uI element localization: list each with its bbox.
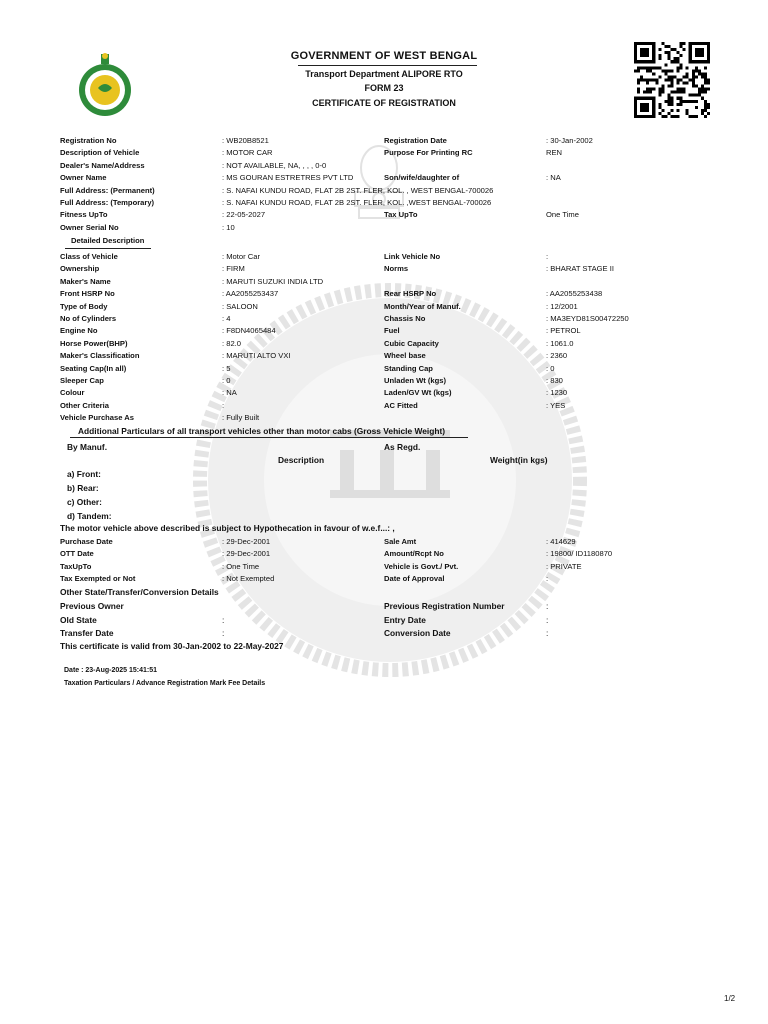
field-value: : xyxy=(222,628,225,638)
field-row xyxy=(0,561,768,573)
field-value: : 1061.0 xyxy=(546,338,574,348)
field-value: : SALOON xyxy=(222,301,258,311)
form-title: FORM 23 xyxy=(364,83,404,93)
field-value: : 10 xyxy=(222,222,235,232)
field-value: : NA xyxy=(546,173,561,183)
field-value: : 29-Dec-2001 xyxy=(222,549,271,559)
field-value: : MARUTI ALTO VXI xyxy=(222,351,291,361)
field-value: : 19800/ ID1180870 xyxy=(546,549,613,559)
by-manuf-label: By Manuf. xyxy=(67,442,108,452)
taxation-details-title: Taxation Particulars / Advance Registration Mark Fee Details xyxy=(64,680,266,687)
field-value: REN xyxy=(546,148,563,158)
field-label: Sleeper Cap xyxy=(60,376,104,385)
field-label: Fitness UpTo xyxy=(60,210,108,220)
department-title: Transport Department ALIPORE RTO xyxy=(305,69,463,79)
field-value: : xyxy=(222,614,225,625)
field-value: : 12/2001 xyxy=(546,301,578,311)
field-label: Tax Exempted or Not xyxy=(60,574,136,584)
field-label: Standing Cap xyxy=(384,363,433,373)
field-label: Son/wife/daughter of xyxy=(384,173,460,183)
additional-underline xyxy=(70,437,468,438)
field-row xyxy=(0,222,768,234)
field-row xyxy=(0,160,768,172)
detailed-description-title: Detailed Description xyxy=(71,236,145,245)
field-row xyxy=(0,400,768,412)
field-label: Transfer Date xyxy=(60,628,114,638)
field-value: One Time xyxy=(546,210,579,220)
field-row xyxy=(0,301,768,313)
field-value: : F8DN4065484 xyxy=(222,326,276,336)
field-label: Norms xyxy=(384,264,409,274)
section-underline xyxy=(65,248,151,249)
field-label: Colour xyxy=(60,388,85,398)
print-date: Date : 23-Aug-2025 15:41:51 xyxy=(64,667,157,674)
field-value: : One Time xyxy=(222,561,260,571)
field-row xyxy=(0,288,768,300)
field-label: Date of Approval xyxy=(384,574,445,584)
field-value: : YES xyxy=(546,400,566,410)
field-row xyxy=(0,172,768,184)
field-value: : MS GOURAN ESTRETRES PVT LTD xyxy=(222,173,354,183)
field-label: Other Criteria xyxy=(60,400,109,410)
field-value: : 4 xyxy=(222,314,231,323)
field-row xyxy=(0,197,768,209)
field-row xyxy=(0,627,768,639)
field-label: Cubic Capacity xyxy=(384,338,439,348)
government-title: GOVERNMENT OF WEST BENGAL xyxy=(290,50,478,62)
field-value: : 0 xyxy=(546,363,555,373)
field-label: Owner Name xyxy=(60,173,107,183)
field-label: Previous Owner xyxy=(60,601,124,611)
field-row xyxy=(0,350,768,362)
field-row xyxy=(0,147,768,159)
field-label: Horse Power(BHP) xyxy=(60,338,128,348)
field-label: Purpose For Printing RC xyxy=(384,148,473,158)
field-label: Laden/GV Wt (kgs) xyxy=(384,388,452,398)
field-label: Maker's Classification xyxy=(60,351,140,361)
axle-front: a) Front: xyxy=(67,469,101,479)
field-value: : NA xyxy=(222,388,237,398)
field-value: : 5 xyxy=(222,363,231,373)
field-row xyxy=(0,375,768,387)
field-row xyxy=(0,209,768,221)
field-row xyxy=(0,185,768,197)
field-label: No of Cylinders xyxy=(60,314,117,323)
field-label: AC Fitted xyxy=(384,400,418,410)
field-label: TaxUpTo xyxy=(60,561,92,571)
field-label: Seating Cap(In all) xyxy=(60,363,127,373)
field-row xyxy=(0,325,768,337)
description-header: Description xyxy=(278,455,325,465)
field-value: : 30-Jan-2002 xyxy=(546,136,593,145)
field-value: : PRIVATE xyxy=(546,561,582,571)
field-value: : xyxy=(546,574,549,584)
other-state-title: Other State/Transfer/Conversion Details xyxy=(60,587,219,597)
field-label: Registration Date xyxy=(384,136,447,145)
validity-text: This certificate is valid from 30-Jan-2002 to 22-May-2027 xyxy=(60,641,284,651)
field-value: : Fully Built xyxy=(222,413,260,423)
field-value: : xyxy=(546,252,549,261)
field-value: : Motor Car xyxy=(222,252,260,261)
field-value: : S. NAFAI KUNDU ROAD, FLAT 2B 2ST. FLER, KOL. ,WEST BENGAL-700026 xyxy=(222,198,492,207)
field-row xyxy=(0,338,768,350)
field-label: Front HSRP No xyxy=(60,289,115,299)
field-label: Owner Serial No xyxy=(60,222,119,232)
field-value: : BHARAT STAGE II xyxy=(546,264,614,274)
axle-other: c) Other: xyxy=(67,497,102,507)
field-label: OTT Date xyxy=(60,549,94,559)
field-row xyxy=(0,251,768,263)
field-value: : xyxy=(222,400,225,410)
as-regd-label: As Regd. xyxy=(384,442,421,452)
field-row xyxy=(0,263,768,275)
field-value: : 2360 xyxy=(546,351,568,361)
field-label: Tax UpTo xyxy=(384,210,418,220)
field-label: Vehicle Purchase As xyxy=(60,413,135,423)
field-value: : AA2055253438 xyxy=(546,289,603,299)
field-label: Amount/Rcpt No xyxy=(384,549,444,559)
field-label: Full Address: (Temporary) xyxy=(60,198,155,207)
weight-header: Weight(in kgs) xyxy=(490,455,548,465)
field-row xyxy=(0,536,768,548)
field-label: Rear HSRP No xyxy=(384,289,437,299)
field-row xyxy=(0,614,768,626)
field-label: Ownership xyxy=(60,264,100,274)
axle-rear: b) Rear: xyxy=(67,483,99,493)
field-label: Engine No xyxy=(60,326,98,336)
hypothecation-note: The motor vehicle above described is subject to Hypothecation in favour of w.e.f...: , xyxy=(60,523,395,533)
field-value: : 82.0 xyxy=(222,338,241,348)
field-label: Type of Body xyxy=(60,301,108,311)
field-label: Dealer's Name/Address xyxy=(60,160,145,170)
field-value: : PETROL xyxy=(546,326,581,336)
field-value: : MOTOR CAR xyxy=(222,148,273,158)
field-label: Vehicle is Govt./ Pvt. xyxy=(384,561,459,571)
field-label: Purchase Date xyxy=(60,537,113,546)
field-label: Fuel xyxy=(384,326,400,336)
page-number: 1/2 xyxy=(724,994,736,1003)
field-label: Maker's Name xyxy=(60,276,111,286)
field-label: Old State xyxy=(60,614,97,625)
field-value: : MARUTI SUZUKI INDIA LTD xyxy=(222,276,324,286)
certificate-title: CERTIFICATE OF REGISTRATION xyxy=(312,98,456,108)
field-row xyxy=(0,363,768,375)
field-value: : S. NAFAI KUNDU ROAD, FLAT 2B 2ST. FLER, KOL. , WEST BENGAL-700026 xyxy=(222,185,494,195)
field-value: : xyxy=(546,628,549,638)
field-label: Wheel base xyxy=(384,351,426,361)
field-value: : 830 xyxy=(546,376,563,385)
field-row xyxy=(0,573,768,585)
field-value: : WB20B8521 xyxy=(222,136,269,145)
field-value: : 22-05-2027 xyxy=(222,210,266,220)
field-value: : 0 xyxy=(222,376,231,385)
field-value: : FIRM xyxy=(222,264,245,274)
field-value: : MA3EYD81S00472250 xyxy=(546,314,629,323)
field-label: Unladen Wt (kgs) xyxy=(384,376,447,385)
field-value: : AA2055253437 xyxy=(222,289,279,299)
field-label: Class of Vehicle xyxy=(60,252,118,261)
field-label: Full Address: (Permanent) xyxy=(60,185,155,195)
field-value: : Not Exempted xyxy=(222,574,275,584)
field-label: Sale Amt xyxy=(384,537,417,546)
field-label: Link Vehicle No xyxy=(384,252,441,261)
field-row xyxy=(0,548,768,560)
field-label: Chassis No xyxy=(384,314,426,323)
field-row xyxy=(0,600,768,612)
field-row xyxy=(0,135,768,147)
field-value: : 29-Dec-2001 xyxy=(222,537,271,546)
field-row xyxy=(0,313,768,325)
field-label: Entry Date xyxy=(384,614,426,625)
additional-particulars-title: Additional Particulars of all transport vehicles other than motor cabs (Gross Vehicle Weight) xyxy=(78,426,446,436)
field-label: Conversion Date xyxy=(384,628,451,638)
field-row xyxy=(0,387,768,399)
field-label: Registration No xyxy=(60,136,117,145)
axle-tandem: d) Tandem: xyxy=(67,511,112,521)
field-label: Month/Year of Manuf. xyxy=(384,301,461,311)
field-value: : 1230 xyxy=(546,388,568,398)
field-value: : xyxy=(546,614,549,625)
field-value: : 414629 xyxy=(546,537,576,546)
field-row xyxy=(0,276,768,288)
field-row xyxy=(0,412,768,424)
field-label: Description of Vehicle xyxy=(60,148,140,158)
header-rule xyxy=(298,65,477,66)
field-value: : xyxy=(546,601,549,611)
field-label: Previous Registration Number xyxy=(384,601,505,611)
field-value: : NOT AVAILABLE, NA, , , , 0-0 xyxy=(222,160,327,170)
